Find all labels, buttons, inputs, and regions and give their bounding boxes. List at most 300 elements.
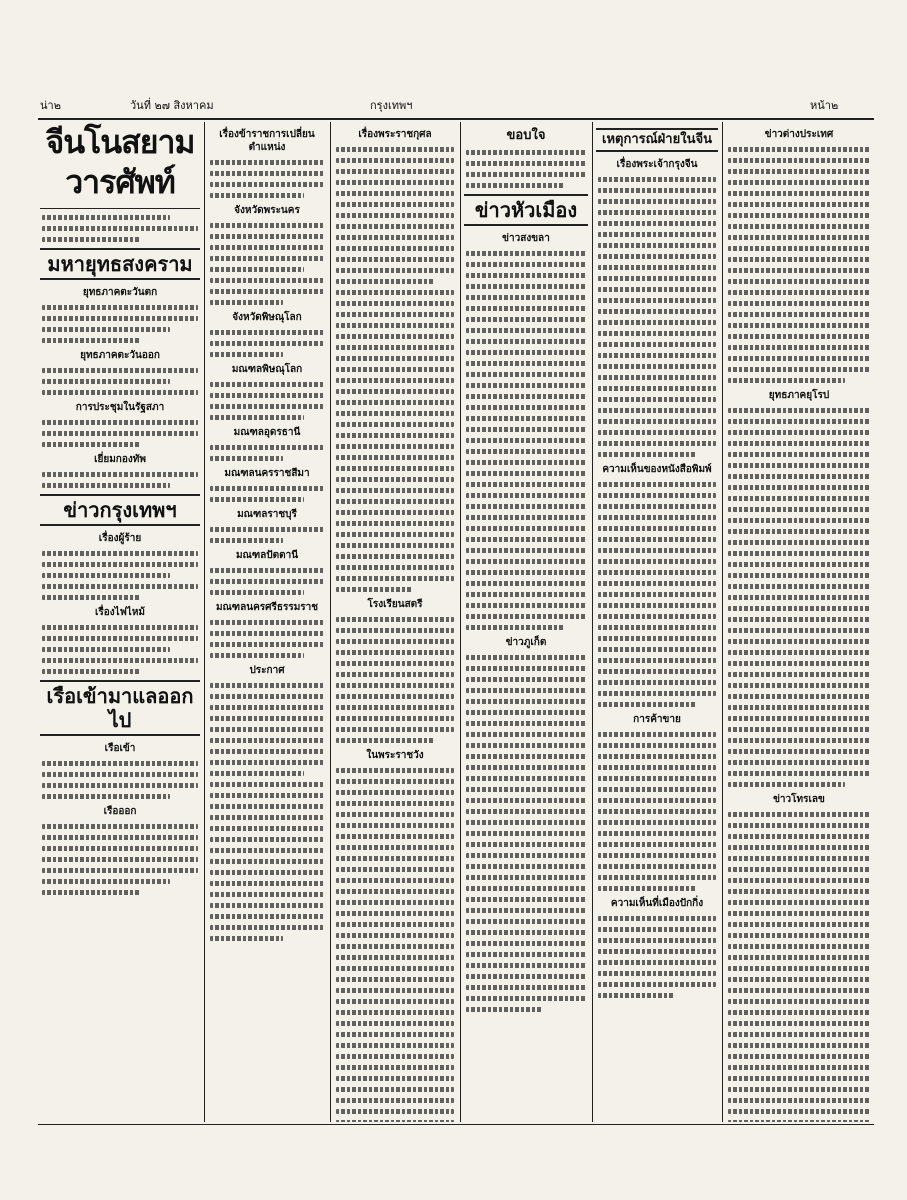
text-line [728, 617, 870, 622]
text-line [728, 268, 870, 273]
text-line [210, 694, 324, 699]
text-line [336, 738, 434, 743]
section-heading: การค้าขาย [633, 714, 681, 725]
text-line [336, 1010, 454, 1015]
text-line [728, 856, 870, 861]
text-line [210, 837, 324, 842]
text-line [210, 415, 304, 420]
text-line [466, 581, 586, 586]
text-line [466, 919, 586, 924]
text-line [466, 504, 586, 509]
text-line [728, 760, 870, 765]
text-line [336, 812, 454, 817]
text-line [466, 526, 586, 531]
text-line [336, 661, 454, 666]
section-heading: ข่าวสงขลา [502, 233, 550, 244]
text-line [42, 595, 141, 600]
war-headline: มหายุทธสงคราม [40, 248, 200, 280]
text-line [598, 592, 716, 597]
text-line [728, 661, 870, 666]
text-line [466, 996, 586, 1001]
text-line [728, 147, 870, 152]
text-line [728, 496, 870, 501]
text-line [210, 936, 283, 941]
text-line [42, 669, 141, 674]
text-line [42, 226, 198, 231]
text-line [728, 202, 870, 207]
text-line [466, 875, 586, 880]
text-line [598, 177, 716, 182]
text-line [336, 246, 454, 251]
text-line [598, 232, 716, 237]
text-line [466, 603, 586, 608]
text-line [466, 908, 586, 913]
text-line [466, 284, 586, 289]
text-line [598, 254, 716, 259]
text-line [728, 378, 845, 383]
text-line [728, 1076, 870, 1081]
text-line [466, 688, 586, 693]
text-line [336, 1065, 454, 1070]
text-line [336, 790, 454, 795]
text-line [466, 820, 586, 825]
text-line [728, 334, 870, 339]
text-line [728, 452, 870, 457]
text-line [210, 782, 324, 787]
text-line [728, 345, 870, 350]
text-line [336, 499, 454, 504]
text-line [598, 927, 716, 932]
text-line [466, 798, 586, 803]
text-line [336, 922, 454, 927]
text-line [598, 408, 716, 413]
text-line [598, 419, 716, 424]
text-line [336, 477, 454, 482]
text-line [598, 276, 716, 281]
text-line [598, 625, 716, 630]
text-line [42, 442, 141, 447]
text-line [728, 1087, 870, 1092]
text-line [42, 379, 170, 384]
text-line [210, 404, 324, 409]
text-line [728, 518, 870, 523]
text-line [210, 642, 324, 647]
text-line [728, 529, 870, 534]
shipping-headline: เรือเข้ามาแลออกไป [40, 680, 200, 736]
text-line [336, 650, 454, 655]
text-line [728, 573, 870, 578]
text-line [728, 290, 870, 295]
text-line [466, 985, 586, 990]
text-line [336, 768, 454, 773]
text-line [336, 617, 454, 622]
text-line [598, 188, 716, 193]
text-line [210, 925, 324, 930]
text-line [466, 482, 586, 487]
text-line [336, 988, 454, 993]
text-line [728, 419, 870, 424]
text-line [598, 971, 716, 976]
text-line [598, 570, 716, 575]
text-line [466, 776, 586, 781]
footer-rule [38, 1124, 874, 1125]
text-line [336, 422, 454, 427]
text-line [598, 875, 716, 880]
text-line [210, 193, 304, 198]
text-line [466, 416, 586, 421]
text-line [210, 352, 283, 357]
text-line [466, 339, 586, 344]
text-line [336, 576, 454, 581]
header-place: กรุงเทพฯ [370, 99, 413, 112]
text-line [466, 655, 586, 660]
text-line [336, 1054, 454, 1059]
section-heading: การประชุมในรัฐสภา [75, 402, 165, 413]
text-line [598, 691, 716, 696]
text-line [466, 350, 586, 355]
text-line [336, 999, 454, 1004]
column-rule [460, 122, 461, 1122]
text-line [336, 521, 454, 526]
column-rule [722, 122, 723, 1122]
text-line [336, 889, 454, 894]
text-line [336, 334, 454, 339]
text-line [728, 749, 870, 754]
text-line [336, 367, 454, 372]
section-heading: ยุทธภาคยุโรป [768, 390, 830, 401]
text-line [336, 488, 454, 493]
text-line [598, 702, 696, 707]
column-rule [592, 122, 593, 1122]
text-line [466, 493, 586, 498]
text-line [598, 548, 716, 553]
text-line [728, 1043, 870, 1048]
section-heading: โรงเรียนสตรี [367, 599, 423, 610]
text-line [336, 455, 454, 460]
header-date: วันที่ ๒๗ สิงหาคม [130, 99, 214, 112]
text-line [336, 966, 454, 971]
text-line [728, 158, 870, 163]
text-line [728, 683, 870, 688]
text-line [598, 886, 696, 891]
text-line [728, 782, 845, 787]
section-heading: มณฑลพิษณุโลก [231, 364, 303, 375]
text-line [210, 160, 324, 165]
text-line [728, 889, 870, 894]
text-line [466, 963, 586, 968]
text-line [598, 482, 716, 487]
text-line [210, 815, 324, 820]
text-line [336, 147, 454, 152]
text-line [210, 859, 324, 864]
text-line [728, 1120, 870, 1122]
text-line [210, 234, 324, 239]
text-line [728, 694, 870, 699]
text-line [728, 1054, 870, 1059]
text-line [336, 411, 454, 416]
text-line [598, 916, 716, 921]
text-line [336, 639, 454, 644]
text-line [466, 559, 586, 564]
text-line [598, 199, 716, 204]
text-line [336, 672, 454, 677]
text-line [42, 584, 198, 589]
text-line [336, 323, 454, 328]
text-line [336, 268, 454, 273]
text-line [598, 831, 716, 836]
text-line [336, 1087, 454, 1092]
text-line [466, 295, 586, 300]
text-line [598, 515, 716, 520]
text-line [728, 1010, 870, 1015]
text-line [598, 982, 716, 987]
text-line [466, 372, 586, 377]
section-heading: เรือเข้า [104, 743, 136, 754]
text-line [466, 460, 586, 465]
text-line [42, 562, 198, 567]
text-line [336, 694, 454, 699]
text-line [210, 579, 324, 584]
text-line [598, 386, 716, 391]
text-line [336, 856, 454, 861]
text-line [466, 853, 586, 858]
text-line [466, 625, 565, 630]
text-line [336, 587, 412, 592]
text-line [466, 754, 586, 759]
text-line [728, 1021, 870, 1026]
text-line [336, 823, 454, 828]
text-line [210, 341, 324, 346]
text-line [466, 710, 586, 715]
section-heading: เรื่องไฟไหม้ [95, 607, 145, 618]
text-line [728, 845, 870, 850]
text-line [728, 301, 870, 306]
text-line [336, 543, 454, 548]
text-line [598, 614, 716, 619]
text-line [336, 312, 454, 317]
text-line [728, 367, 870, 372]
text-line [210, 738, 324, 743]
text-line [210, 771, 304, 776]
text-line [336, 554, 454, 559]
text-line [728, 584, 870, 589]
section-heading: มณฑลปัตตานี [235, 550, 299, 561]
text-line [466, 438, 586, 443]
text-line [466, 262, 586, 267]
text-line [598, 754, 716, 759]
text-line [466, 592, 586, 597]
section-heading: ขอบใจ [506, 128, 546, 143]
text-line [210, 716, 324, 721]
text-line [336, 845, 454, 850]
text-line [728, 988, 870, 993]
section-heading: เรื่องข้าราชการเปลี่ยนตำแหน่ง [219, 129, 315, 153]
text-line [598, 375, 716, 380]
section-heading: เรื่องพระราชกุศล [358, 129, 432, 140]
text-line [466, 361, 586, 366]
text-line [336, 1076, 454, 1081]
text-line [336, 944, 454, 949]
text-line [466, 251, 586, 256]
text-line [42, 857, 198, 862]
text-line [42, 761, 198, 766]
text-line [466, 570, 586, 575]
text-line [466, 765, 586, 770]
text-line [728, 1032, 870, 1037]
text-line [598, 960, 716, 965]
text-line [210, 892, 324, 897]
text-line [336, 565, 454, 570]
text-line [466, 449, 586, 454]
text-line [728, 977, 870, 982]
text-line [598, 636, 716, 641]
text-line [728, 944, 870, 949]
text-line [466, 930, 586, 935]
text-line [42, 625, 198, 630]
text-line [598, 776, 716, 781]
text-line [336, 444, 454, 449]
text-line [42, 237, 141, 242]
text-line [728, 955, 870, 960]
text-line [598, 842, 716, 847]
text-line [598, 320, 716, 325]
text-line [466, 383, 586, 388]
text-line [466, 1007, 543, 1012]
section-heading: เรือออก [103, 806, 137, 817]
text-line [466, 614, 586, 619]
text-line [210, 848, 324, 853]
section-heading: จังหวัดพระนคร [234, 205, 300, 216]
section-heading: เรื่องพระเจ้ากรุงจีน [616, 159, 698, 170]
text-line [598, 526, 716, 531]
text-line [728, 180, 870, 185]
text-line [466, 787, 586, 792]
text-line [336, 235, 454, 240]
text-line [598, 353, 716, 358]
text-line [210, 497, 304, 502]
text-line [728, 441, 870, 446]
text-line [336, 169, 454, 174]
text-line [210, 223, 324, 228]
text-line [728, 463, 870, 468]
text-line [728, 900, 870, 905]
text-line [466, 273, 586, 278]
text-line [728, 595, 870, 600]
text-line [598, 287, 716, 292]
text-line [210, 289, 324, 294]
text-line [42, 658, 198, 663]
news-headline: ข่าวกรุงเทพฯ [40, 494, 200, 526]
text-line [728, 911, 870, 916]
text-line [210, 256, 324, 261]
text-line [728, 639, 870, 644]
text-line [336, 1109, 454, 1114]
text-line [598, 787, 716, 792]
text-line [728, 867, 870, 872]
text-line [598, 669, 716, 674]
text-line [466, 732, 586, 737]
text-line [210, 445, 324, 450]
text-line [598, 647, 716, 652]
text-line [336, 1032, 454, 1037]
text-line [728, 823, 870, 828]
text-line [728, 408, 870, 413]
section-heading: มณฑลนครศรีธรรมราช [215, 602, 319, 613]
text-line [466, 897, 586, 902]
text-line [210, 245, 324, 250]
text-line [42, 835, 198, 840]
text-line [42, 636, 198, 641]
text-line [336, 158, 454, 163]
running-header [40, 96, 870, 116]
text-line [728, 169, 870, 174]
text-line [210, 527, 324, 532]
text-line [598, 765, 716, 770]
section-heading: ความเห็นที่เมืองปักกิ่ง [610, 898, 704, 909]
text-line [598, 210, 716, 215]
column-6 [726, 122, 872, 1122]
text-line [728, 485, 870, 490]
text-line [466, 743, 586, 748]
text-line [210, 568, 324, 573]
text-line [728, 246, 870, 251]
text-line [728, 312, 870, 317]
text-line [42, 316, 198, 321]
section-heading: ข่าวโทรเลข [773, 794, 825, 805]
text-line [42, 890, 141, 895]
text-line [210, 278, 324, 283]
text-line [42, 420, 198, 425]
text-line [466, 471, 586, 476]
text-line [466, 842, 586, 847]
text-line [42, 431, 198, 436]
text-line [466, 515, 586, 520]
text-line [598, 732, 716, 737]
text-line [728, 999, 870, 1004]
text-line [598, 441, 716, 446]
text-line [728, 738, 870, 743]
text-line [336, 911, 454, 916]
text-line [336, 400, 454, 405]
text-line [336, 683, 454, 688]
text-line [210, 182, 324, 187]
text-line [598, 342, 716, 347]
text-line [210, 727, 324, 732]
section-heading: ในพระราชวัง [366, 750, 424, 761]
text-line [336, 191, 454, 196]
text-line [42, 783, 198, 788]
section-heading: มณฑลราชบุรี [237, 509, 297, 520]
section-heading: เยี่ยมกองทัพ [94, 454, 146, 465]
text-line [210, 486, 324, 491]
text-line [210, 683, 324, 688]
text-line [336, 257, 454, 262]
text-line [466, 172, 586, 177]
text-line [598, 743, 716, 748]
text-line [598, 309, 716, 314]
text-line [728, 323, 870, 328]
text-line [598, 504, 716, 509]
text-line [336, 1120, 454, 1122]
text-line [728, 606, 870, 611]
text-line [336, 532, 454, 537]
text-line [210, 590, 304, 595]
text-line [598, 397, 716, 402]
text-line [210, 870, 324, 875]
column-rule [330, 122, 331, 1122]
text-line [210, 171, 324, 176]
column-1 [40, 122, 200, 1122]
